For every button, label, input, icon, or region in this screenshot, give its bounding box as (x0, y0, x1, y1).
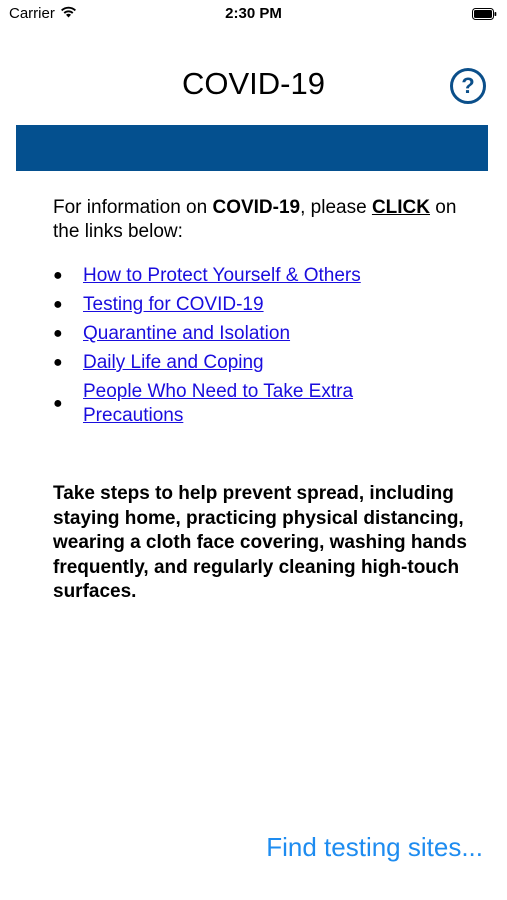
help-button[interactable] (450, 68, 486, 104)
intro-text (53, 196, 473, 244)
link-protect-yourself[interactable]: How to Protect Yourself & Others (83, 265, 361, 286)
carrier-label: Carrier (9, 5, 55, 22)
link-extra-precautions[interactable]: People Who Need to Take Extra Precautions (83, 381, 354, 426)
list-item (53, 322, 473, 346)
page-title: COVID-19 (182, 66, 325, 101)
list-item (53, 293, 473, 317)
bullet-icon: ● (53, 325, 63, 342)
intro-prefix: For information on (53, 197, 213, 218)
bullet-icon: ● (53, 267, 63, 284)
info-links-list (53, 264, 473, 433)
clock: 2:30 PM (225, 5, 282, 22)
find-testing-sites-button[interactable]: Find testing sites... (266, 832, 483, 862)
link-quarantine[interactable]: Quarantine and Isolation (83, 323, 291, 344)
status-bar (0, 0, 507, 28)
prevention-advice: Take steps to help prevent spread, including staying home, practicing physical distancing, wearing a cloth face covering, washing hands frequently, and regularly cleaning high-touch surfaces. (53, 483, 467, 602)
intro-cta: CLICK (371, 197, 430, 218)
bullet-icon: ● (53, 354, 63, 371)
question-mark-icon: ? (461, 73, 475, 98)
list-item (53, 264, 473, 288)
list-item (53, 351, 473, 375)
link-daily-life[interactable]: Daily Life and Coping (83, 352, 264, 373)
link-testing[interactable]: Testing for COVID-19 (83, 294, 264, 315)
battery-icon (472, 7, 497, 19)
intro-suffix: on the links below: (53, 197, 457, 242)
bullet-icon: ● (53, 296, 63, 313)
intro-middle: , please (300, 197, 372, 218)
header-banner (16, 125, 488, 171)
intro-topic: COVID-19 (212, 197, 301, 218)
list-item (53, 380, 473, 428)
bullet-icon: ● (53, 395, 63, 412)
